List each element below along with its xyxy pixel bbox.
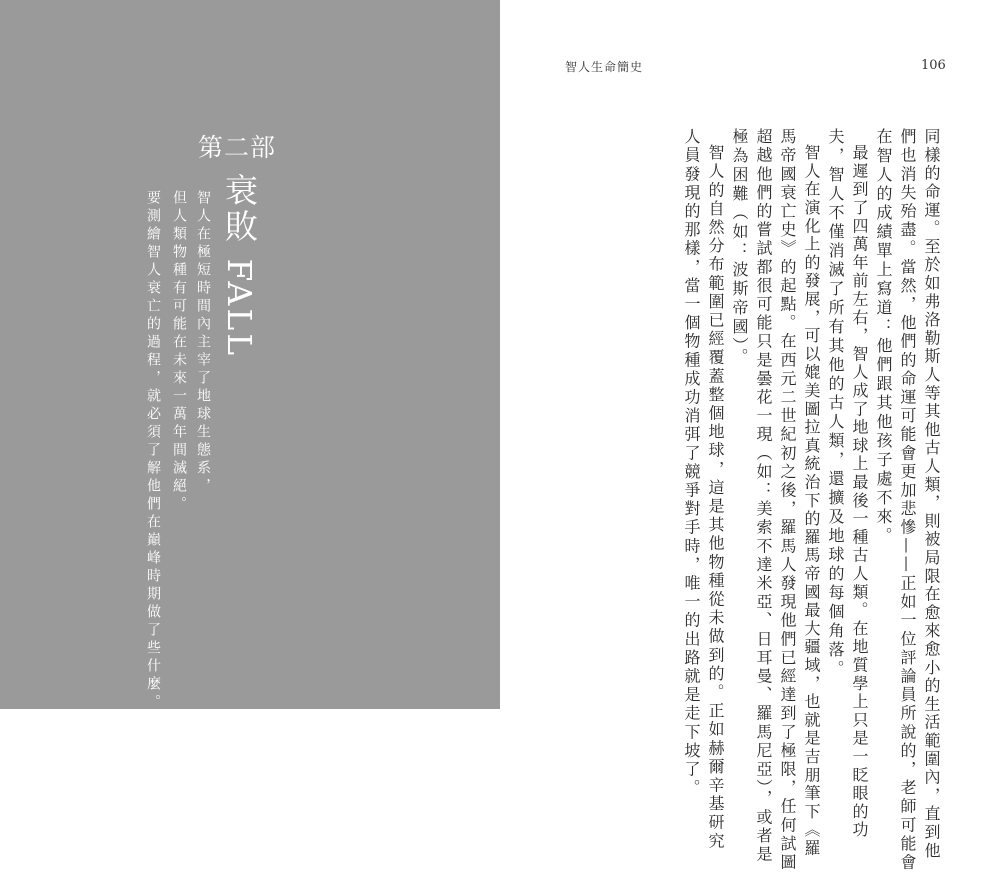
intro-line-1: 智人在極短時間內主宰了地球生態系，: [195, 190, 211, 496]
body-line-8: 超越他們的嘗試都很可能只是曇花一現（如：美索不達米亞、日耳曼、羅馬尼亞），或者是: [754, 128, 773, 864]
page-number: 106: [921, 58, 946, 73]
part-title: 衰敗 FALL: [220, 173, 259, 359]
body-line-11: 人員發現的那樣，當一個物種成功消弭了競爭對手時，唯一的出路就是走下坡了。: [682, 128, 701, 798]
intro-line-2: 但人類物種有可能在未來一萬年間滅絕。: [171, 190, 187, 514]
body-line-2: 們也消失殆盡。當然，他們的命運可能會更加悲慘——正如一位評論員所說的，老師可能會: [898, 128, 917, 872]
part-label: 第二部: [198, 133, 277, 162]
body-line-6: 智人在演化上的發展，可以媲美圖拉真統治下的羅馬帝國最大疆域，也就是吉朋筆下《羅: [802, 144, 821, 858]
left-page-part-opener: [0, 0, 500, 712]
body-line-5: 夫，智人不僅消滅了所有其他的古人類，還擴及地球的每個角落。: [826, 128, 845, 679]
running-title: 智人生命簡史: [565, 60, 644, 74]
intro-line-3: 要測繪智人衰亡的過程，就必須了解他們在巔峰時期做了些什麼。: [145, 190, 161, 712]
body-line-7: 馬帝國衰亡史》的起點。在西元二世紀初之後，羅馬人發現他們已經達到了極限，任何試圖: [778, 128, 797, 872]
body-line-4: 最遲到了四萬年前左右，智人成了地球上最後一種古人類。在地質學上只是一眨眼的功: [850, 144, 869, 840]
body-line-10: 智人的自然分布範圍已經覆蓋整個地球，這是其他物種從未做到的。正如赫爾辛基研究: [706, 144, 725, 851]
body-line-3: 在智人的成績單上寫道：他們跟其他孩子處不來。: [874, 128, 893, 546]
body-line-9: 極為困難（如：波斯帝國）。: [730, 128, 749, 367]
body-line-1: 同樣的命運。至於如弗洛勒斯人等其他古人類，則被局限在愈來愈小的生活範圍內，直到他: [922, 128, 941, 860]
